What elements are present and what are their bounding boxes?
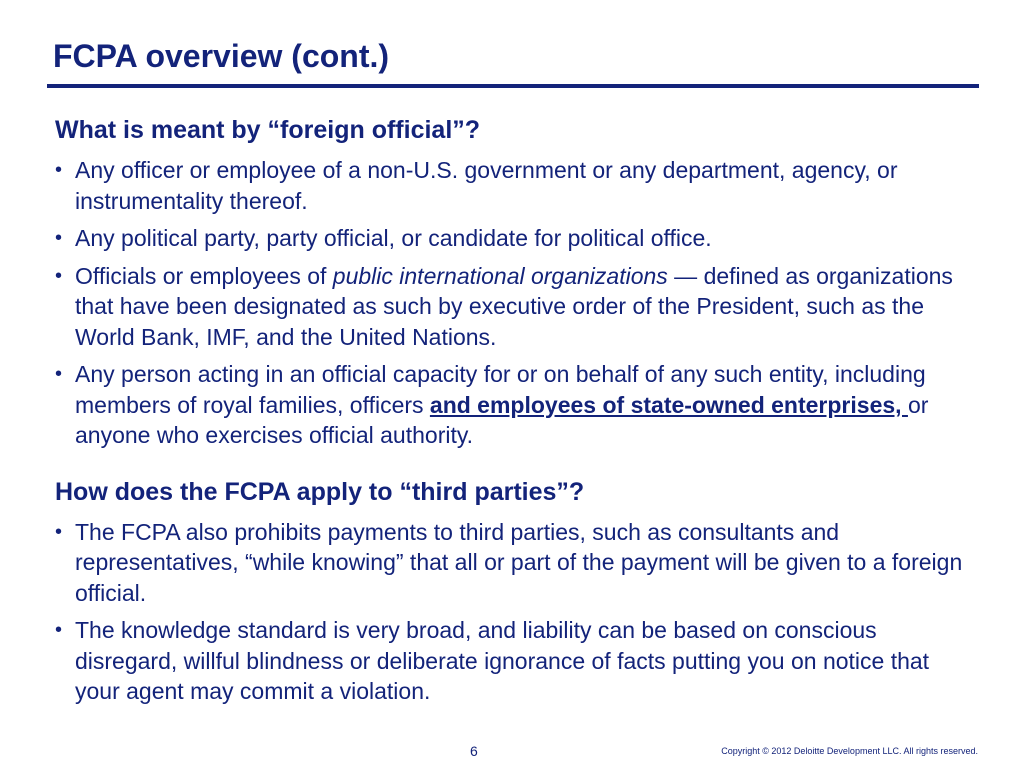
bullet-icon: • <box>55 159 63 181</box>
bullet-item <box>55 517 975 609</box>
bullet-icon: • <box>55 363 63 385</box>
bullet-text-lead: Officials or employees of <box>75 262 333 289</box>
bullet-icon: • <box>55 227 63 249</box>
slide-content <box>55 112 975 707</box>
bullet-item <box>55 155 975 216</box>
bullet-text-lead: Any person acting in an official capacity for or on behalf of any such entity, including members of royal families, officers <box>75 361 926 418</box>
bullet-text: Any political party, party official, or candidate for political office. <box>75 225 712 251</box>
section-heading-foreign-official: What is meant by “foreign official”? <box>55 116 481 144</box>
bullet-icon: • <box>55 520 63 543</box>
foreign-official-bullet-list <box>55 155 975 451</box>
bullet-item <box>55 223 975 254</box>
bullet-text-tail: — defined as organizations that have been designated as such by executive order of the President, such as the World Bank, IMF, and the United Nations. <box>75 262 953 350</box>
bullet-icon: • <box>55 264 63 287</box>
slide-title: FCPA overview (cont.) <box>53 38 390 74</box>
bullet-item <box>55 261 975 353</box>
emphasized-phrase: and employees of state-owned enterprises, <box>429 391 908 418</box>
bullet-item <box>55 359 975 451</box>
page-number: 6 <box>470 743 478 759</box>
italic-term: public international organizations <box>332 262 668 289</box>
bullet-text-tail: or anyone who exercises official authority. <box>75 391 929 448</box>
bullet-text: The FCPA also prohibits payments to third parties, such as consultants and representatives, “while knowing” that all or part of the payment will be given to a foreign official. <box>75 518 963 606</box>
bullet-icon: • <box>55 619 63 641</box>
title-divider <box>47 84 979 88</box>
third-parties-bullet-list <box>55 517 975 707</box>
bullet-text: Any officer or employee of a non-U.S. government or any department, agency, or instrumentality thereof. <box>75 157 898 214</box>
copyright-notice: Copyright © 2012 Deloitte Development LLC. All rights reserved. <box>721 746 978 756</box>
bullet-item <box>55 615 975 707</box>
section-heading-third-parties: How does the FCPA apply to “third parties”? <box>55 477 585 506</box>
bullet-text: The knowledge standard is very broad, and liability can be based on conscious disregard, willful blindness or deliberate ignorance of facts putting you on notice that your agent may commit a violation. <box>75 617 930 704</box>
